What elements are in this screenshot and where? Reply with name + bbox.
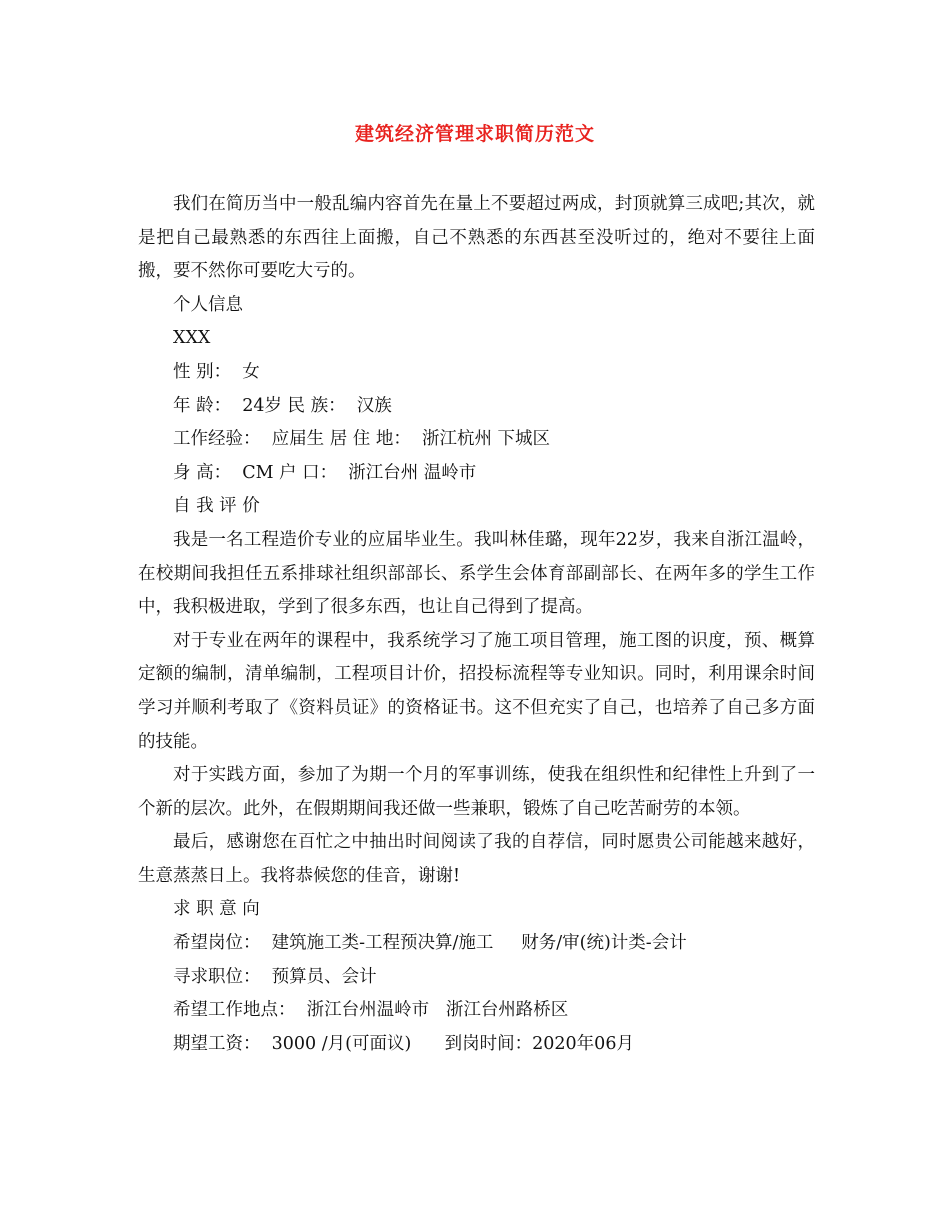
job-intention-heading: 求 职 意 向	[173, 899, 260, 920]
self-evaluation-paragraph-1: 我是一名工程造价专业的应届毕业生。我叫林佳璐，现年22岁，我来自浙江温岭，在校期间我担任五系排球社组织部部长、系学生会体育部副部长、在两年多的学生工作中，我积极进取，学到了很多东西，也让自己得到了提高。	[138, 529, 815, 618]
personal-experience-residence: 工作经验： 应届生 居 住 地： 浙江杭州 下城区	[173, 429, 551, 450]
self-evaluation-heading: 自 我 评 价	[173, 496, 260, 517]
self-evaluation-paragraph-2: 对于专业在两年的课程中，我系统学习了施工项目管理，施工图的识度，预、概算定额的编制，清单编制，工程项目计价，招投标流程等专业知识。同时，利用课余时间学习并顺利考取了《资料员证》的资格证书。这不但充实了自己，也培养了自己多方面的技能。	[138, 630, 815, 752]
personal-gender: 性 别： 女	[173, 361, 260, 382]
intro-paragraph: 我们在简历当中一般乱编内容首先在量上不要超过两成，封顶就算三成吧;其次，就是把自己最熟悉的东西往上面搬，自己不熟悉的东西甚至没听过的，绝对不要往上面搬，要不然你可要吃大亏的。	[138, 194, 815, 282]
desired-position: 希望岗位： 建筑施工类-工程预决算/施工 财务/审(统)计类-会计	[173, 933, 687, 954]
document-title: 建筑经济管理求职简历范文	[354, 123, 595, 145]
seeking-position: 寻求职位： 预算员、会计	[173, 966, 377, 987]
self-evaluation-paragraph-4: 最后，感谢您在百忙之中抽出时间阅读了我的自荐信，同时愿贵公司能越来越好，生意蒸蒸日上。我将恭候您的佳音，谢谢!	[138, 832, 815, 886]
personal-height-hukou: 身 高： CM 户 口： 浙江台州 温岭市	[173, 462, 477, 483]
personal-info-heading: 个人信息	[173, 294, 243, 315]
desired-location: 希望工作地点： 浙江台州温岭市 浙江台州路桥区	[173, 1000, 569, 1021]
personal-name: XXX	[173, 328, 211, 349]
expected-salary-start-date: 期望工资： 3000 /月(可面议) 到岗时间：2020年06月	[173, 1033, 634, 1054]
document-body	[138, 188, 815, 1061]
personal-age-ethnicity: 年 龄： 24岁 民 族： 汉族	[173, 395, 392, 416]
self-evaluation-paragraph-3: 对于实践方面，参加了为期一个月的军事训练，使我在组织性和纪律性上升到了一个新的层次。此外，在假期期间我还做一些兼职，锻炼了自己吃苦耐劳的本领。	[138, 765, 815, 819]
